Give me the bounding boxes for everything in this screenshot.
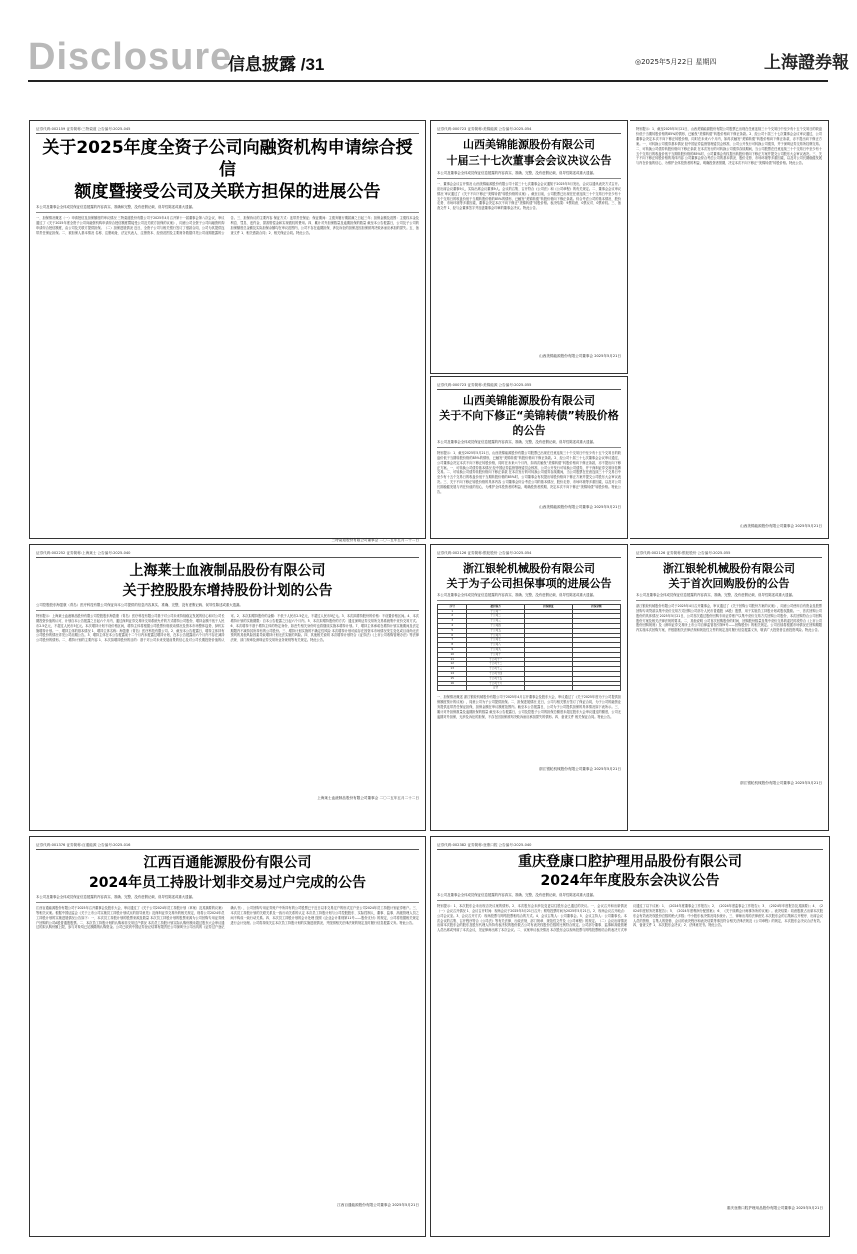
masthead — [0, 0, 857, 88]
notice-meta: 证券代码:002382 证券简称:登康口腔 公告编号:2025-040 — [437, 843, 823, 850]
table-cell: 合计 — [467, 686, 524, 691]
notice-title: 2024年年度股东会决议公告 — [540, 873, 720, 889]
notice-signature: 山西美锦能源股份有限公司董事会 2025年5月21日 — [539, 353, 621, 358]
table-cell: 7 — [438, 638, 467, 643]
table-cell: 子公司十 — [467, 652, 524, 657]
issue-date: ◎2025年5月22日 星期四 — [635, 58, 717, 66]
table-cell: 16 — [438, 681, 467, 686]
table-cell: 子公司八 — [467, 643, 524, 648]
notice-statement: 公司控股股东海盈康（青岛）医疗科技有限公司保证向本公司提供的信息内容真实、准确、完整，没有虚假记载、误导性陈述或重大遗漏。 — [36, 603, 419, 611]
notice-body-continued: 特别提示：1、截至2025年5月21日，山西美锦能源股份有限公司股票已出现在任意连续三十个交易日中至少有十五个交易日的收盘价低于当期转股价格的85%的情形，已触发“美锦转债”转股价格向下修正条款。2、经公司十届三十七次董事会会议审议通过，公司董事会决定本次不向下修正转股价格，同时在未来六个月内，如再次触发“美锦转债”转股价格向下修正条款，亦不提出向下修正方案。一、可转换公司债券基本情况 经中国证券监督管理委员会核准，公司公开发行可转换公司债券，并于深圳证券交易所挂牌交易。二、可转换公司债券转股价格向下修正条款 在本次发行的可转换公司债券存续期间，当公司股票在任意连续三十个交易日中至少有十五个交易日的收盘价低于当期转股价格的85%时，公司董事会有权提出转股价格向下修正方案并提交公司股东大会审议表决。三、关于不向下修正转股价格的具体内容 公司董事会综合考虑公司的基本情况、股价走势、市场环境等多重因素，以及对公司长期稳健发展与内在价值的信心，为维护全体投资者的利益，明确投资者预期，决定本次不向下修正“美锦转债”转股价格。特此公告。 — [636, 127, 822, 166]
notice-meta: 证券代码:002159 证券简称:三特索道 公告编号:2025-045 — [36, 127, 419, 134]
notice-statement: 本公司及董事会全体成员保证信息披露的内容真实、准确、完整，没有虚假记载、误导性陈述或重大遗漏。 — [437, 593, 621, 601]
notice-sante-guarantee — [29, 120, 426, 542]
notice-title: 关于控股股东增持股份计划的公告 — [122, 583, 333, 599]
table-cell: 13 — [438, 667, 467, 672]
notice-meijin-convertible — [430, 376, 628, 539]
table-cell: 子公司十六 — [467, 681, 524, 686]
notice-body: 一、担保情况概述（一）申请授信及担保额度的审议情况 三特索道股份有限公司于2025年4月召开第十一届董事会第八次会议，审议通过了《关于2025年度全资子公司向融资机构申请综合授信额度暨接受公司及关联方担保的议案》，同意公司全资子公司向融资机构申请综合授信额度，由公司及关联方提供担保。（二）担保进展情况 近日，全资子公司与相关银行签订了借款合同，公司为其提供连带责任保证担保。二、被担保人基本情况 名称、注册地址、法定代表人、注册资本、经营范围及主要财务数据详见公司前期披露的公告。三、担保协议的主要内容 保证方式：连带责任保证；保证期间：主债务履行期届满之日起三年；担保金额及范围：主债权本金及利息、罚息、违约金、损害赔偿金和实现债权的费用。四、累计对外担保数量及逾期担保的数量 截至本公告披露日，公司及子公司的担保额度总金额及实际担保余额均在审议范围内，公司不存在逾期担保、涉及诉讼的担保及因担保被判决败诉而应承担的损失。五、备查文件 1、相关借款合同；2、相关保证合同。特此公告。 — [36, 215, 419, 235]
table-cell: 1 — [438, 609, 467, 614]
notice-body: 江西百通能源股份有限公司于2025年召开董事会及股东大会，审议通过了《关于公司2024年员工持股计划（草案）及其摘要的议案》等相关议案。根据中国证监会《关于上市公司实施员工持股计划试点的指导意见》及深圳证券交易所的相关规定，现将公司2024年员工持股计划的实施进展情况公告如下：一、本次员工持股计划的股票来源及数量 本次员工持股计划的股票来源为公司回购专用证券账户回购的公司A股普通股股票。二、本次员工持股计划的认购和非交易过户情况 本次员工持股计划实际认购份额未超过股东大会审议通过的拟认购份额上限，参与对象均已足额缴纳认购资金。公司已收到中国证券登记结算有限责任公司深圳分公司出具的《证券过户登记确认书》，公司回购专用证券账户中所持有的公司股票已于近日以非交易过户的形式过户至公司2024年员工持股计划证券账户。三、本次员工持股计划的关联关系及一致行动关系的认定 本次员工持股计划与公司控股股东、实际控制人、董事、监事、高级管理人员之间不构成一致行动关系。四、本次员工持股计划的会计处理 按照《企业会计准则第11号——股份支付》的规定，公司将依据相关规定进行会计处理。公司将持续关注本次员工持股计划的实施进展情况，并按照相关法律法规的规定及时履行信息披露义务。特此公告。 — [36, 905, 419, 930]
notice-dengkang-agm — [430, 836, 830, 1237]
guarantee-table — [437, 604, 621, 691]
newspaper-brand: 上海證券報 — [764, 53, 849, 73]
notice-body: 特别提示：上海莱士血液制品股份有限公司控股股东海盈康（青岛）医疗科技有限公司基于对公司未来持续稳定发展的信心和对公司长期投资价值的认可，计划自本公告披露之日起六个月内，通过深圳证券交易所交易系统允许的方式增持公司股份，增持金额不低于人民币2.5亿元，不超过人民币5亿元。本次增持计划不设价格区间，增持主体将根据公司股票价格波动情况及资本市场整体趋势，择机实施增持计划。一、增持主体的基本情况 1、增持主体名称：海盈康（青岛）医疗科技有限公司。2、截至本公告披露日，增持主体持有公司股份的情况详见公司前期公告。3、增持主体在本公告披露前十二个月内未披露过增持计划，在本公告披露前六个月内不存在减持公司股份的情形。二、增持计划的主要内容 1、本次拟增持股份的目的：基于对公司未来发展前景的信心及对公司长期投资价值的认可。2、本次拟增持股份的金额：不低于人民币2.5亿元，不超过人民币5亿元。3、本次拟增持股份的价格：不设置价格区间。4、本次增持计划的实施期限：自本公告披露之日起六个月内。5、本次拟增持股份的方式：通过深圳证券交易所交易系统集中竞价交易方式。6、本次增持不基于增持主体的特定身份，如丧失相关身份时也将继续实施本增持计划。7、增持主体承诺在增持计划实施期间及法定期限内不减持其所持有的公司股份。三、增持计划实施的不确定性风险 本次增持计划可能存在因资本市场情况发生变化或目前尚无法预判的其他风险因素导致增持计划无法实施的风险。四、其他相关说明 本次增持计划符合《证券法》《上市公司收购管理办法》等法律法规、部门规章及深圳证券交易所业务规则等有关规定。特此公告。 — [36, 613, 419, 643]
table-row — [438, 686, 621, 691]
table-cell: 15 — [438, 676, 467, 681]
table-cell: 11 — [438, 657, 467, 662]
table-header: 担保额度 — [524, 604, 572, 609]
notice-body: 一、担保情况概述 浙江银轮机械股份有限公司于2025年4月召开董事会及股东大会，审议通过了《关于2025年度为子公司提供担保额度预计的议案》，同意公司为子公司提供担保。二、担保进展情况 近日，公司与相关银行签订了保证合同，为子公司的融资业务提供连带责任保证担保，担保金额在审议额度范围内。截至本公告披露日，公司为子公司提供担保的具体情况如下表所示。三、累计对外担保数量及逾期担保的数量 截至本公告披露日，公司及控股子公司的担保总额度未超过股东大会审议通过的额度，公司无逾期对外担保，无涉及诉讼的担保，不存在因担保被判决败诉而应承担损失的情形。四、备查文件 相关保证合同。特此公告。 — [437, 695, 621, 719]
table-cell: 子公司六 — [467, 633, 524, 638]
notice-baitong-esop — [29, 836, 426, 1237]
notice-meta: 证券代码:000723 证券简称:美锦能源 公告编号:2025-055 — [437, 383, 621, 390]
notice-body: 特别提示：1、截至2025年5月21日，山西美锦能源股份有限公司股票已出现在任意连续三十个交易日中至少有十五个交易日的收盘价低于当期转股价格的85%的情形，已触发“美锦转债”转股价格向下修正条款。2、经公司十届三十七次董事会会议审议通过，公司董事会决定本次不向下修正转股价格，同时在未来六个月内，如再次触发“美锦转债”转股价格向下修正条款，亦不提出向下修正方案。一、可转换公司债券基本情况 经中国证券监督管理委员会核准，公司公开发行可转换公司债券，并于深圳证券交易所挂牌交易。二、可转换公司债券转股价格向下修正条款 在本次发行的可转换公司债券存续期间，当公司股票在任意连续三十个交易日中至少有十五个交易日的收盘价低于当期转股价格的85%时，公司董事会有权提出转股价格向下修正方案并提交公司股东大会审议表决。三、关于不向下修正转股价格的具体内容 公司董事会综合考虑公司的基本情况、股价走势、市场环境等多重因素，以及对公司长期稳健发展与内在价值的信心，为维护全体投资者的利益，明确投资者预期，决定本次不向下修正“美锦转债”转股价格。特此公告。 — [437, 450, 621, 495]
notice-body: 一、董事会会议召开情况 山西美锦能源股份有限公司十届三十七次董事会会议通知于2025年5月发出，会议以通讯表决方式召开。应出席会议董事9人，实际出席会议董事9人。会议的召集、召开符合《公司法》和《公司章程》的有关规定。二、董事会会议审议情况 审议通过了《关于不向下修正“美锦转债”转股价格的议案》。截至目前，公司股票已出现在任意连续三十个交易日中至少有十五个交易日的收盘价低于当期转股价格的85%的情形，已触发“美锦转债”转股价格向下修正条款。综合考虑公司的基本情况、股价走势、市场环境等多重因素，董事会决定本次不向下修正“美锦转债”转股价格。表决结果：9票同意、0票反对、0票弃权。三、备查文件 1、经与会董事签字并加盖董事会印章的董事会决议。特此公告。 — [437, 181, 621, 211]
table-cell: 8 — [438, 643, 467, 648]
notice-meijin-board — [430, 120, 628, 374]
notice-signature: 三特索道股份有限公司董事会 二〇二五年五月二十二日 — [331, 537, 419, 542]
notice-title: 十届三十七次董事会会议决议公告 — [446, 154, 612, 167]
table-header: 被担保方 — [467, 604, 524, 609]
table-cell: 6 — [438, 633, 467, 638]
notice-statement: 本公司及董事会全体成员保证信息披露的内容真实、准确、完整，没有虚假记载、误导性陈述或重大遗漏。 — [437, 440, 621, 448]
table-cell: 2 — [438, 614, 467, 619]
table-cell: 子公司四 — [467, 623, 524, 628]
table-cell: 子公司十五 — [467, 676, 524, 681]
table-cell: 5 — [438, 628, 467, 633]
table-cell: 子公司九 — [467, 647, 524, 652]
table-cell: 子公司一 — [467, 609, 524, 614]
notice-meta: 证券代码:002126 证券简称:银轮股份 公告编号:2025-055 — [636, 551, 822, 558]
company-name: 上海莱士血液制品股份有限公司 — [129, 563, 326, 579]
notice-title-line1: 关于不向下修正“美锦转债”转股价格 — [439, 409, 619, 422]
notice-title: 关于首次回购股份的公告 — [668, 577, 790, 590]
section-title: 信息披露 /31 — [228, 55, 325, 74]
notice-statement: 本公司及董事会全体成员保证信息披露的内容真实、准确、完整，没有虚假记载、误导性陈述或重大遗漏。 — [437, 171, 621, 179]
notice-body: 特别提示：1、本次股东会未出现否决议案的情形。2、本次股东会未涉及变更以往股东会已通过的决议。一、会议召开和出席情况（一）会议召开情况 1、会议召开时间：现场会议于2025年5月21日召开；网络投票时间为2025年5月21日。2、现场会议召开地点：公司会议室。3、会议召开方式：现场投票与网络投票相结合的方式。4、会议召集人：公司董事会。5、会议主持人：公司董事长。本次会议的召集、召开程序符合《公司法》等有关法律、行政法规、部门规章、规范性文件及《公司章程》的规定。（二）会议出席情况 出席本次股东会的股东及股东代理人所持有表决权的股份数占公司有表决权股份总数的比例符合规定。公司部分董事、监事和高级管理人员出席或列席了本次会议，见证律师出席了本次会议。二、议案审议表决情况 本次股东会以现场投票与网络投票相结合的表决方式审议通过了以下议案：1、《2024年度董事会工作报告》；2、《2024年度监事会工作报告》；3、《2024年年度报告及其摘要》；4、《2024年度财务决算报告》；5、《2024年度利润分配预案》；6、《关于续聘会计师事务所的议案》。表决结果：同意股数占出席本次股东会有效表决权股份总数的绝大多数；中小股东表决情况同步统计。三、律师出具的法律意见 本次股东会的召集和召开程序、出席会议人员的资格、召集人的资格、会议的表决程序和表决结果等事宜符合相关法律法规及《公司章程》的规定，本次股东会决议合法有效。四、备查文件 1、本次股东会决议；2、法律意见书。特此公告。 — [437, 903, 823, 933]
table-cell: 子公司十一 — [467, 657, 524, 662]
notice-meta: 证券代码:002252 证券简称:上海莱士 公告编号:2025-040 — [36, 551, 419, 558]
company-name: 浙江银轮机械股份有限公司 — [463, 562, 595, 575]
notice-title-line2: 的公告 — [512, 424, 546, 437]
table-cell: 子公司三 — [467, 619, 524, 624]
notice-title: 2024年员工持股计划非交易过户完成的公告 — [89, 875, 366, 891]
section-logo: Disclosure — [28, 36, 233, 78]
notice-body: 浙江银轮机械股份有限公司于2025年4月召开董事会，审议通过了《关于回购公司股份方案的议案》，同意公司使用自有资金及股票回购专项贷款以集中竞价交易方式回购公司部分人民币普通股（A股）股票，用于实施员工持股计划或股权激励。一、首次回购公司股份的具体情况 2025年5月21日，公司首次通过股份回购专用证券账户以集中竞价交易方式回购公司股份，本次回购符合公司回购股份方案及相关法律法规的要求。二、其他说明 公司首次回购股份的时间、回购股份数量及集中竞价交易的委托时段符合《上市公司股份回购规则》及《深圳证券交易所上市公司自律监管指引第9号——回购股份》的相关规定。公司后续将根据市场情况在回购期限内实施本次回购方案，并根据相关法律法规和规范性文件的规定及时履行信息披露义务，敬请广大投资者注意投资风险。特此公告。 — [636, 603, 822, 633]
notice-title-line2: 额度暨接受公司及关联方担保的进展公告 — [74, 182, 381, 202]
notice-signature: 上海莱士血液制品股份有限公司董事会 二〇二五年五月二十二日 — [317, 795, 419, 800]
table-cell: 12 — [438, 662, 467, 667]
notice-signature: 重庆登康口腔护理用品股份有限公司董事会 2025年5月21日 — [726, 1205, 823, 1210]
table-cell — [438, 686, 467, 691]
notice-signature: 江西百通能源股份有限公司董事会 2025年5月21日 — [337, 1202, 419, 1207]
table-cell: 子公司五 — [467, 628, 524, 633]
notice-yinlun-buyback — [630, 544, 829, 831]
notice-signature: 浙江银轮机械股份有限公司董事会 2025年5月21日 — [740, 780, 822, 785]
company-name: 山西美锦能源股份有限公司 — [463, 394, 595, 407]
notice-statement: 本公司及董事会全体成员保证信息披露的内容真实、准确、完整，没有虚假记载、误导性陈述或重大遗漏。 — [437, 893, 823, 901]
table-cell: 10 — [438, 652, 467, 657]
notice-shanghai-raas-increase — [29, 544, 426, 831]
table-cell: 9 — [438, 647, 467, 652]
notice-statement: 本公司及董事会全体成员保证信息披露的内容真实、准确、完整，没有虚假记载、误导性陈述或重大遗漏。 — [36, 895, 419, 903]
company-name: 重庆登康口腔护理用品股份有限公司 — [518, 854, 742, 870]
company-name: 江西百通能源股份有限公司 — [143, 855, 312, 871]
notice-signature: 山西美锦能源股份有限公司董事会 2025年5月21日 — [740, 524, 822, 528]
table-cell: 子公司十四 — [467, 671, 524, 676]
table-cell: 子公司二 — [467, 614, 524, 619]
notice-title: 关于为子公司担保事项的进展公告 — [446, 577, 612, 590]
notice-statement: 本公司及董事会全体成员保证信息披露的内容真实、准确和完整，没有虚假记载、误导性陈述或重大遗漏。 — [36, 205, 419, 213]
masthead-rule — [28, 80, 828, 82]
table-cell: 4 — [438, 623, 467, 628]
table-cell — [572, 686, 620, 691]
table-header: 序号 — [438, 604, 467, 609]
company-name: 山西美锦能源股份有限公司 — [463, 138, 595, 151]
notice-yinlun-guarantee — [430, 544, 628, 831]
notice-signature: 浙江银轮机械股份有限公司董事会 2025年5月21日 — [539, 767, 621, 772]
table-cell: 子公司十二 — [467, 662, 524, 667]
table-cell: 3 — [438, 619, 467, 624]
notice-meta: 证券代码:001376 证券简称:百通能源 公告编号:2025-016 — [36, 843, 419, 850]
notice-title-line1: 关于2025年度全资子公司向融资机构申请综合授信 — [42, 138, 413, 180]
notice-signature: 山西美锦能源股份有限公司董事会 2025年5月21日 — [539, 504, 621, 509]
notice-statement: 本公司及董事会全体成员保证信息披露的内容真实、准确、完整，没有虚假记载、误导性陈述或重大遗漏。 — [636, 593, 822, 601]
table-cell: 子公司十三 — [467, 667, 524, 672]
notice-meta: 证券代码:000723 证券简称:美锦能源 公告编号:2025-054 — [437, 127, 621, 134]
notice-meijin-continued — [630, 120, 829, 539]
notice-meta: 证券代码:002126 证券简称:银轮股份 公告编号:2025-054 — [437, 551, 621, 558]
table-cell: 14 — [438, 671, 467, 676]
company-name: 浙江银轮机械股份有限公司 — [663, 562, 795, 575]
table-cell — [524, 686, 572, 691]
table-header: 担保余额 — [572, 604, 620, 609]
table-cell: 子公司七 — [467, 638, 524, 643]
